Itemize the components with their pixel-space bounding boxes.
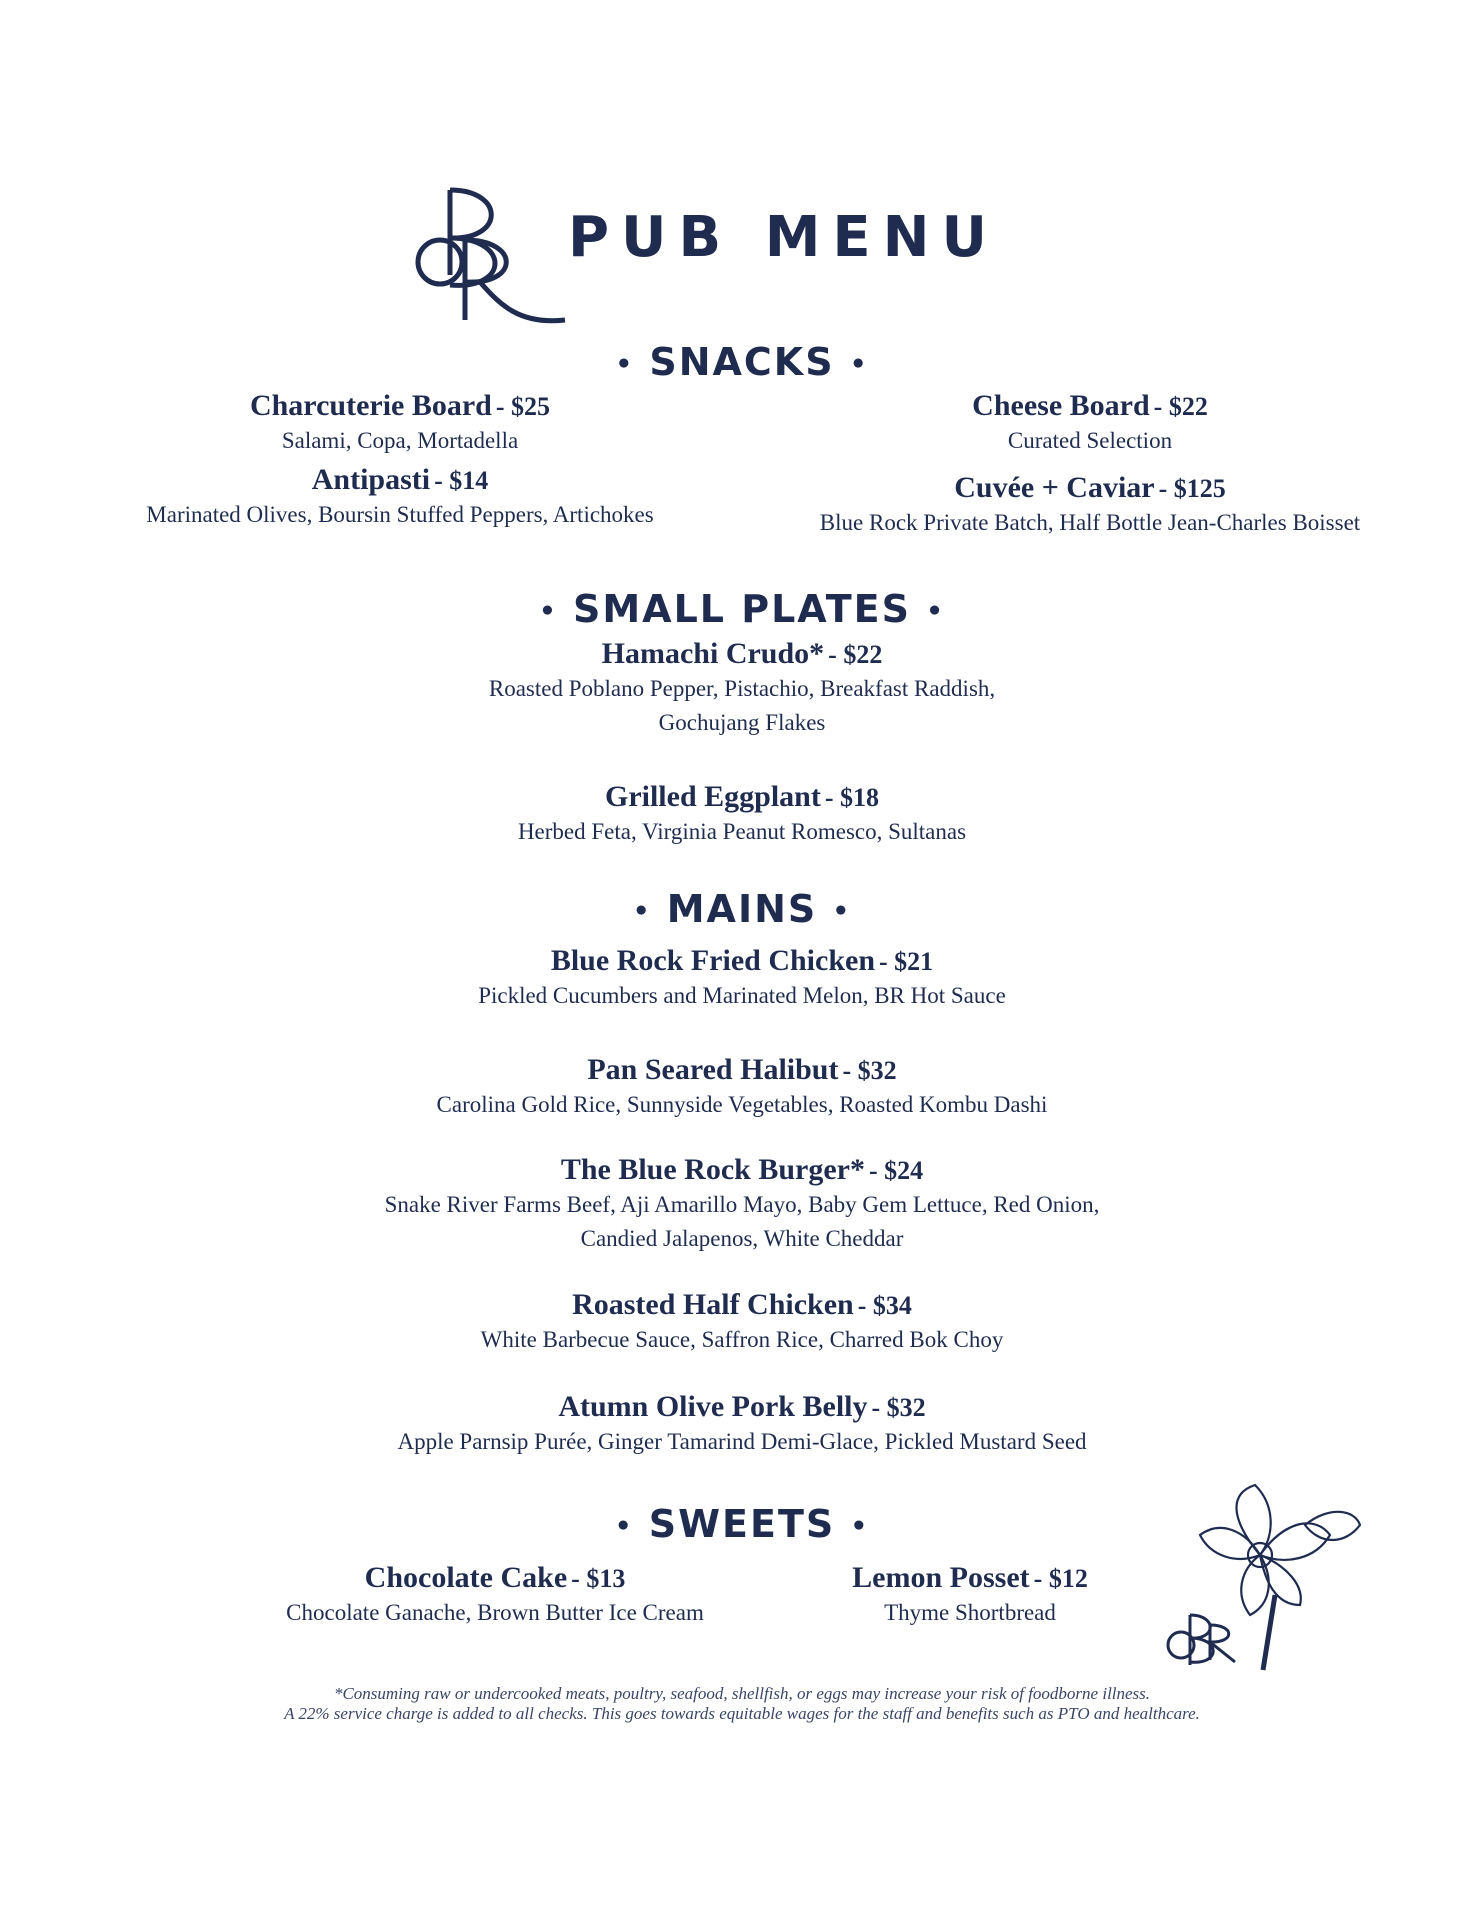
- item-description: Snake River Farms Beef, Aji Amarillo Mayo, Baby Gem Lettuce, Red Onion,: [384, 1192, 1100, 1217]
- item-price: - $125: [1158, 474, 1226, 503]
- menu-item: [770, 388, 1410, 458]
- item-price: - $21: [879, 947, 934, 976]
- item-price: - $32: [842, 1056, 897, 1085]
- item-name: Lemon Posset: [852, 1561, 1030, 1594]
- bullet: •: [632, 896, 652, 927]
- bullet: •: [926, 596, 945, 627]
- footnote-line: *Consuming raw or undercooked meats, poultry, seafood, shellfish, or eggs may increase your risk of foodborne illness.: [333, 1684, 1151, 1703]
- item-name: Atumn Olive Pork Belly: [558, 1390, 868, 1423]
- section-title: SNACKS: [649, 340, 835, 384]
- item-price: - $13: [571, 1564, 626, 1593]
- section-heading-mains: [0, 887, 1484, 931]
- footnote: [0, 1684, 1484, 1724]
- item-price: - $12: [1033, 1564, 1088, 1593]
- item-price: - $32: [871, 1393, 926, 1422]
- item-name: Grilled Eggplant: [604, 780, 821, 813]
- item-description: Apple Parnsip Purée, Ginger Tamarind Demi-Glace, Pickled Mustard Seed: [397, 1429, 1087, 1454]
- item-name: Blue Rock Fried Chicken: [550, 944, 875, 977]
- bullet: •: [614, 1511, 634, 1542]
- item-description: Chocolate Ganache, Brown Butter Ice Cream: [286, 1600, 704, 1625]
- item-name: Antipasti: [311, 463, 431, 496]
- menu-item: [60, 462, 740, 532]
- item-price: - $34: [857, 1291, 912, 1320]
- item-name: Chocolate Cake: [364, 1561, 568, 1594]
- bullet: •: [850, 1511, 870, 1542]
- item-name: Hamachi Crudo*: [601, 637, 825, 670]
- item-description: Thyme Shortbread: [884, 1600, 1056, 1625]
- menu-item: [0, 636, 1484, 740]
- menu-item: [770, 470, 1410, 540]
- item-price: - $24: [869, 1156, 924, 1185]
- item-description: Pickled Cucumbers and Marinated Melon, BR Hot Sauce: [478, 983, 1006, 1008]
- item-price: - $22: [1153, 392, 1208, 421]
- menu-item: [0, 1287, 1484, 1357]
- menu-item: [800, 1560, 1140, 1630]
- item-description: White Barbecue Sauce, Saffron Rice, Charred Bok Choy: [480, 1327, 1004, 1352]
- item-description: Marinated Olives, Boursin Stuffed Peppers, Artichokes: [146, 502, 654, 527]
- item-description: Curated Selection: [1007, 428, 1173, 453]
- menu-item: [0, 943, 1484, 1013]
- br-monogram-logo: [410, 180, 575, 340]
- bullet: •: [849, 349, 869, 380]
- section-title: SMALL PLATES: [572, 587, 912, 631]
- item-name: Cuvée + Caviar: [954, 471, 1155, 504]
- item-description: Roasted Poblano Pepper, Pistachio, Breakfast Raddish,: [488, 676, 996, 701]
- footnote-line: A 22% service charge is added to all checks. This goes towards equitable wages for the staff and benefits such as PTO and healthcare.: [284, 1704, 1200, 1723]
- item-name: Charcuterie Board: [249, 389, 492, 422]
- item-description: Candied Jalapenos, White Cheddar: [580, 1226, 904, 1251]
- magnolia-flower-illustration: [1155, 1465, 1365, 1675]
- item-description: Gochujang Flakes: [658, 710, 826, 735]
- item-price: - $14: [434, 466, 489, 495]
- item-name: Cheese Board: [972, 389, 1150, 422]
- menu-item: [0, 1152, 1484, 1256]
- item-price: - $22: [828, 640, 883, 669]
- item-price: - $25: [495, 392, 551, 421]
- bullet: •: [615, 349, 635, 380]
- item-name: Pan Seared Halibut: [587, 1053, 839, 1086]
- section-title: SWEETS: [648, 1502, 836, 1546]
- section-title: MAINS: [666, 887, 818, 931]
- item-description: Salami, Copa, Mortadella: [281, 428, 519, 453]
- item-name: The Blue Rock Burger*: [560, 1153, 865, 1186]
- item-name: Roasted Half Chicken: [572, 1288, 854, 1321]
- section-heading-small-plates: [0, 587, 1484, 631]
- menu-item: [215, 1560, 775, 1630]
- menu-item: [60, 388, 740, 458]
- bullet: •: [832, 896, 852, 927]
- menu-item: [0, 779, 1484, 849]
- section-heading-snacks: [0, 340, 1484, 384]
- page-title: PUB MENU: [568, 205, 1000, 270]
- item-description: Herbed Feta, Virginia Peanut Romesco, Sultanas: [517, 819, 967, 844]
- menu-item: [0, 1052, 1484, 1122]
- item-price: - $18: [824, 783, 880, 812]
- item-description: Carolina Gold Rice, Sunnyside Vegetables, Roasted Kombu Dashi: [436, 1092, 1048, 1117]
- bullet: •: [539, 596, 558, 627]
- menu-item: [0, 1389, 1484, 1459]
- item-description: Blue Rock Private Batch, Half Bottle Jean-Charles Boisset: [819, 510, 1361, 535]
